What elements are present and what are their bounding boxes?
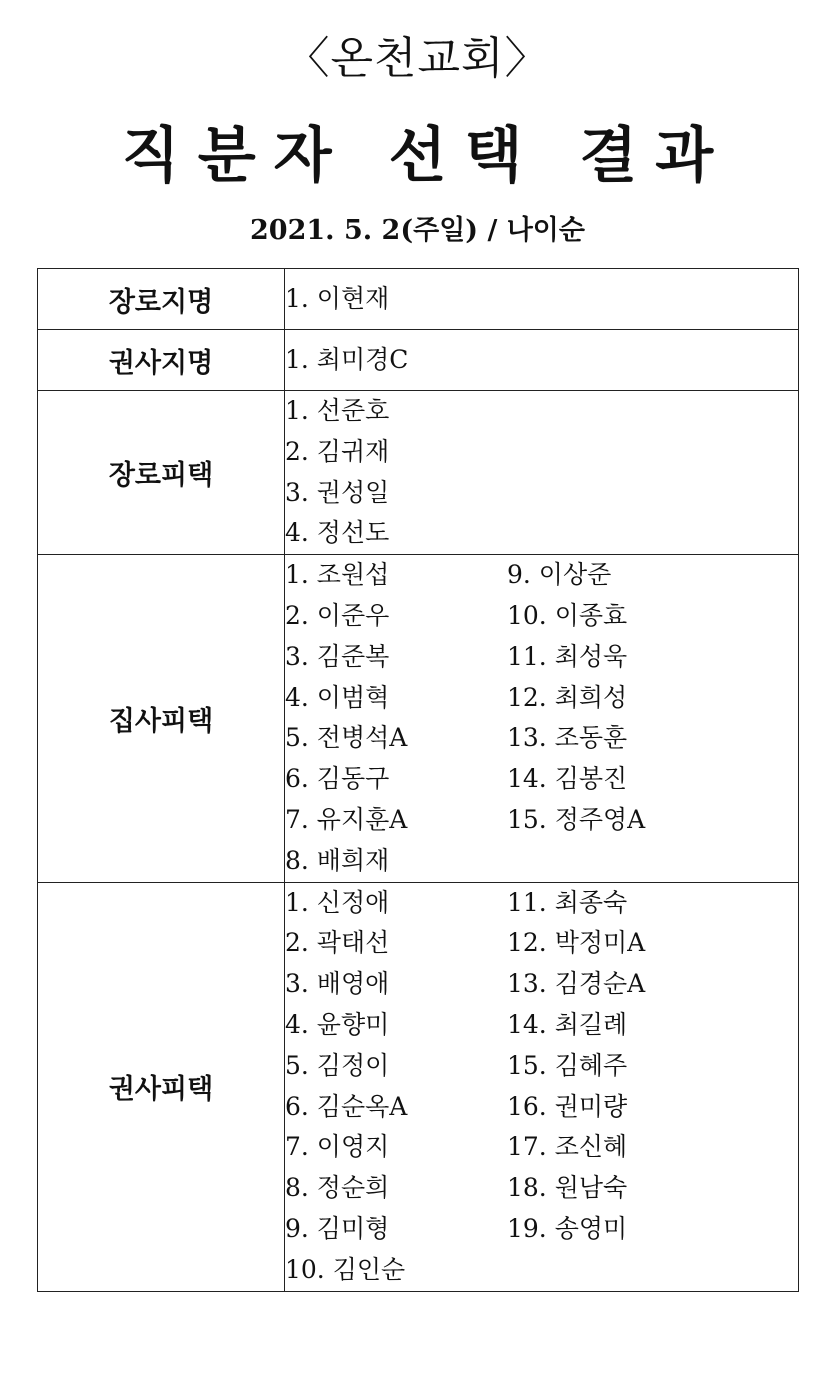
member-name: 9. 김미형 [285,1213,390,1243]
member-name: 5. 전병석A [285,723,408,753]
member-name: 7. 이영지 [285,1132,390,1162]
category-label: 권사피택 [38,882,285,1291]
member-name: 3. 배영애 [285,969,390,999]
member-name: 10. 김인순 [285,1254,406,1284]
member-name: 2. 김귀재 [285,436,390,466]
table-row [38,330,799,391]
member-name: 8. 배희재 [285,845,390,875]
member-name: 10. 이종효 [507,600,628,630]
member-name: 11. 최성욱 [507,641,628,671]
names-cell [285,330,799,391]
date-subtitle: 2021. 5. 2(주일) / 나이순 [250,215,585,246]
result-table [37,268,799,1292]
names-cell [285,269,799,330]
member-name: 12. 박정미A [507,928,646,958]
member-name: 13. 김경순A [507,969,646,999]
member-name: 3. 김준복 [285,641,390,671]
member-name: 14. 최길례 [507,1009,628,1039]
category-label: 장로지명 [38,269,285,330]
member-name: 1. 이현재 [285,283,390,313]
member-name: 13. 조동훈 [507,723,628,753]
category-label: 장로피택 [38,391,285,555]
member-name: 15. 정주영A [507,804,646,834]
church-name: 〈온천교회〉 [285,33,550,84]
member-name: 1. 조원섭 [285,560,390,590]
member-name: 8. 정순희 [285,1173,390,1203]
member-name: 12. 최희성 [507,682,628,712]
member-name: 5. 김정이 [285,1050,390,1080]
names-cell [285,882,799,1291]
member-name: 15. 김혜주 [507,1050,628,1080]
names-cell [285,391,799,555]
table-row [38,555,799,882]
member-name: 1. 선준호 [285,396,390,425]
member-name: 3. 권성일 [285,477,390,507]
category-label: 집사피택 [38,555,285,882]
member-name: 4. 윤향미 [285,1009,390,1039]
member-name: 6. 김동구 [285,764,390,794]
member-name: 18. 원남숙 [507,1173,628,1203]
category-label: 권사지명 [38,330,285,391]
member-name: 4. 정선도 [285,518,390,548]
member-name: 1. 최미경C [285,344,409,374]
table-row [38,269,799,330]
member-name: 17. 조신혜 [507,1132,628,1162]
member-name: 1. 신정애 [285,887,390,917]
member-name: 16. 권미량 [507,1091,628,1121]
member-name: 14. 김봉진 [507,764,628,794]
member-name: 19. 송영미 [507,1213,628,1243]
names-cell [285,555,799,882]
member-name: 6. 김순옥A [285,1091,408,1121]
member-name: 2. 곽태선 [285,928,390,958]
member-name: 11. 최종숙 [507,887,628,917]
table-row [38,391,799,555]
table-row [38,882,799,1291]
member-name: 2. 이준우 [285,600,390,630]
document-title: 직분자 선택 결과 [121,121,732,191]
member-name: 4. 이범혁 [285,682,390,712]
member-name: 9. 이상준 [507,560,612,590]
member-name: 7. 유지훈A [285,804,408,834]
